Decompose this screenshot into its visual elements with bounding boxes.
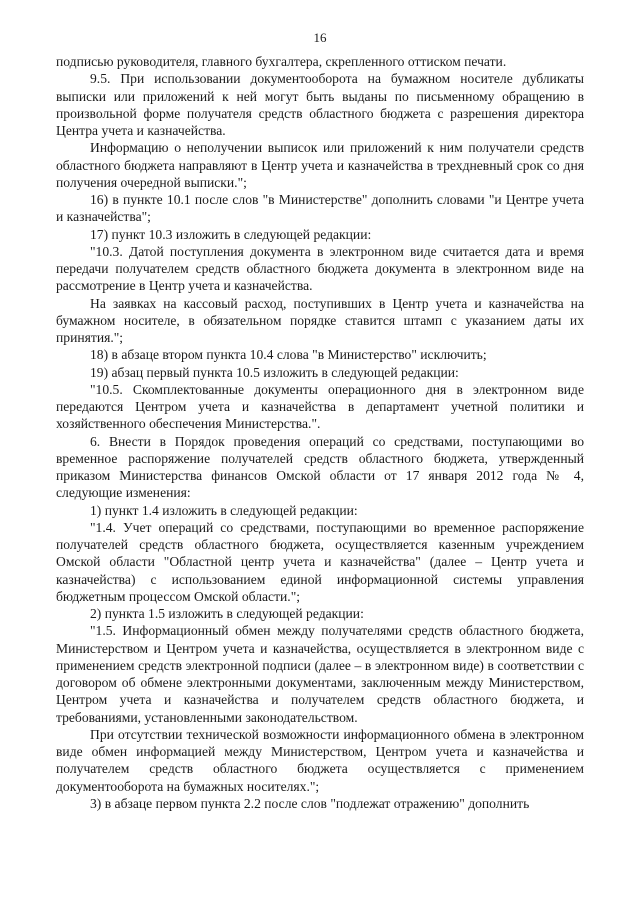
paragraph-item-18: 18) в абзаце втором пункта 10.4 слова "в Министерство" исключить; <box>90 347 487 363</box>
paragraph-section-6: 6. Внести в Порядок проведения операций со средствами, поступающими во временное распоряжение получателей средств областного бюджета, утвержденный приказом Министерства финансов Омской области от 17 января 2012 года № 4, следующие изменения: <box>56 433 584 501</box>
paragraph-item-16: 16) в пункте 10.1 после слов "в Министерстве" дополнить словами "и Центре учета и казначейства"; <box>56 192 584 225</box>
paragraph-item-19: 19) абзац первый пункта 10.5 изложить в следующей редакции: <box>90 364 459 380</box>
paragraph-sub-1: 1) пункт 1.4 изложить в следующей редакции: <box>90 502 358 518</box>
paragraph-continuation: подписью руководителя, главного бухгалтера, скрепленного оттиском печати. <box>56 54 507 69</box>
paragraph-clause-10-5: "10.5. Скомплектованные документы операционного дня в электронном виде передаются Центром учета и казначейства в департамент учетной политики и хозяйственного обеспечения Министерства.". <box>56 381 584 432</box>
paragraph-no-technical-possibility: При отсутствии технической возможности информационного обмена в электронном виде обмен информацией между Министерством, Центром учета и казначейства и получателем средств областного бюджета осуществляется с применением документооборота на бумажных носителях."; <box>56 726 584 794</box>
page-number: 16 <box>313 30 327 45</box>
paragraph-missing-statements: Информацию о неполучении выписок или приложений к ним получатели средств областного бюджета направляют в Центр учета и казначейства в трехдневный срок со дня получения очередной выписки."; <box>56 140 584 190</box>
paragraph-sub-3: 3) в абзаце первом пункта 2.2 после слов "подлежат отражению" дополнить <box>90 795 530 811</box>
paragraph-clause-9-5: 9.5. При использовании документооборота на бумажном носителе дубликаты выписки или приложений к ней могут быть выданы по письменному обращению в произвольной форме получателя средств областного бюджета с разрешения директора Центра учета и казначейства. <box>56 71 584 138</box>
paragraph-clause-1-4: "1.4. Учет операций со средствами, поступающими во временное распоряжение получателей средств областного бюджета, осуществляется казенным учреждением Омской области "Областной центр учета и казначейства" (далее – Центр учета и казначейства) с использованием единой информационной системы управления бюджетным процессом Омской области."; <box>56 519 584 604</box>
paragraph-item-17: 17) пункт 10.3 изложить в следующей редакции: <box>90 226 372 242</box>
paragraph-clause-10-3: "10.3. Датой поступления документа в электронном виде считается дата и время передачи получателем средств областного бюджета документа в электронном виде на рассмотрение в Центр учета и казначейства. <box>56 243 584 294</box>
paragraph-paper-requests: На заявках на кассовый расход, поступивших в Центр учета и казначейства на бумажном носителе, в обязательном порядке ставится штамп с указанием даты их принятия."; <box>56 295 584 345</box>
paragraph-clause-1-5: "1.5. Информационный обмен между получателями средств областного бюджета, Министерством и Центром учета и казначейства, осуществляется в электронном виде с применением средств электронной подписи (далее – в электронном виде) в соответствии с договором об обмене электронными документами, заключенным между Министерством, Центром учета и казначейства и получателем средств областного бюджета, и требованиями, установленными законодательством. <box>56 623 584 725</box>
paragraph-sub-2: 2) пункта 1.5 изложить в следующей редакции: <box>90 606 364 621</box>
document-body <box>56 53 584 812</box>
